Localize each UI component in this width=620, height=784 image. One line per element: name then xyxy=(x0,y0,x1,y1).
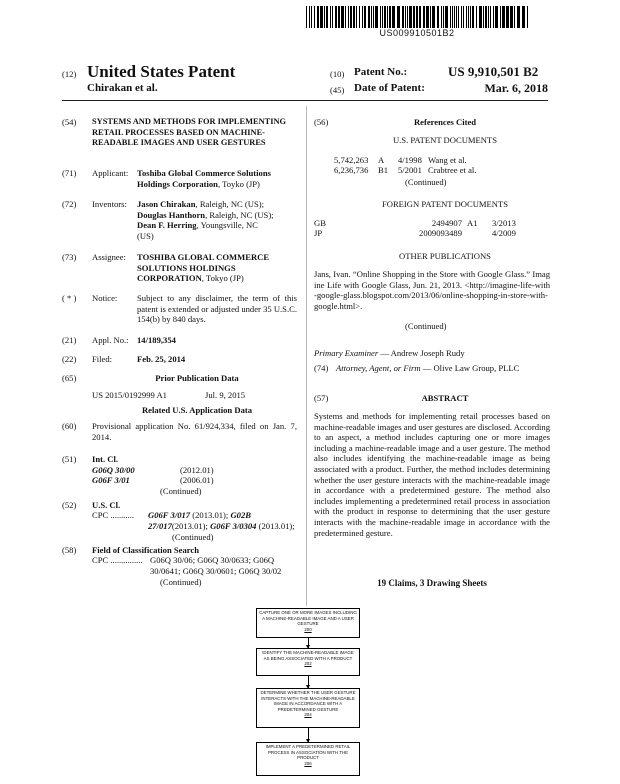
us-cl-number: (52) xyxy=(62,500,77,510)
applicant-value xyxy=(137,168,297,189)
prior-pub-date: Jul. 9, 2015 xyxy=(205,390,246,400)
flow-step-ref: 202 xyxy=(304,661,312,667)
attorney-label: Attorney, Agent, or Firm xyxy=(336,363,421,373)
foreign-doc-date: 3/2013 xyxy=(492,218,516,228)
examiner-line xyxy=(314,348,465,359)
us-docs-title: U.S. PATENT DOCUMENTS xyxy=(392,135,498,145)
other-pubs-continued: (Continued) xyxy=(405,321,447,331)
attorney-number: (74) xyxy=(314,363,329,373)
foreign-doc-no: 2494907 xyxy=(431,218,462,228)
int-cl-version: (2012.01) xyxy=(180,465,214,475)
patent-title: SYSTEMS AND METHODS FOR IMPLEMENTING RETAIL PROCESSES BASED ON MACHINE-READABLE IMAGES AND USER GESTURES xyxy=(92,117,287,148)
us-doc-kind: B1 xyxy=(378,165,389,175)
flow-step: IDENTIFY THE MACHINE-READABLE IMAGE AS BEING ASSOCIATED WITH A PRODUCT 202 xyxy=(256,648,360,676)
assignee-name: TOSHIBA GLOBAL COMMERCE SOLUTIONS HOLDINGS CORPORATION xyxy=(137,252,270,284)
patent-no-number: (10) xyxy=(330,69,345,79)
filed-date: Feb. 25, 2014 xyxy=(137,354,186,364)
inventor: Dean F. Herring, Youngsville, NC xyxy=(137,220,258,231)
inventors-number: (72) xyxy=(62,199,77,209)
foreign-country: GB xyxy=(314,218,326,228)
us-cl-cpc: G06F 3/017 (2013.01); G02B 27/017(2013.01); G06F 3/0304 (2013.01); xyxy=(148,510,295,531)
refs-title: References Cited xyxy=(413,117,477,127)
attorney-line xyxy=(336,363,519,374)
provisional-text: Provisional application No. 61/924,334, filed on Jan. 7, 2014. xyxy=(92,421,297,442)
applicant-name: Toshiba Global Commerce Solutions Holdings Corporation xyxy=(137,168,271,189)
flow-step-ref: 206 xyxy=(304,760,312,766)
applicant-location: , Toyko (JP) xyxy=(217,178,260,189)
header-rule xyxy=(62,100,548,101)
applicant-number: (71) xyxy=(62,168,77,178)
flow-step-ref: 200 xyxy=(304,626,312,632)
field-continued: (Continued) xyxy=(160,577,202,587)
field-search-label: Field of Classification Search xyxy=(92,545,200,555)
us-cl-continued: (Continued) xyxy=(172,532,214,542)
appl-label: Appl. No.: xyxy=(92,335,129,345)
barcode xyxy=(306,6,528,28)
flow-step-ref: 204 xyxy=(304,712,312,718)
foreign-country: JP xyxy=(314,228,323,238)
provisional-number: (60) xyxy=(62,421,77,431)
other-pubs-text: Jans, Ivan. “Online Shopping in the Store with Google Glass.” Imagine Life with Google Glass, Jun. 21, 2013. <http://imagine-life-with-google-glass.blogspot.com/2013/06/online-shopping-in-store-with-google.html>. xyxy=(314,269,550,311)
patent-date: Mar. 6, 2018 xyxy=(484,81,548,95)
assignee-label: Assignee: xyxy=(92,252,126,262)
abstract-text: Systems and methods for implementing retail processes based on machine-readable images and user gestures are disclosed. According to an aspect, a method includes capturing one or more images including a machine-readable image and a user gesture. The method also includes identifying the machine-readable image as being associated with a product. Further, the method includes determining whether the user gesture interacts with the machine-readable image in accordance with a predetermined gesture. The method also includes implementing a predetermined retail process in association with the product in response to determining that the user gesture interacts with the machine-readable image in accordance with the predetermined gesture. xyxy=(314,411,550,538)
filed-label: Filed: xyxy=(92,354,113,364)
flow-step: CAPTURE ONE OR MORE IMAGES INCLUDING A MACHINE-READABLE IMAGE AND A USER GESTURE 200 xyxy=(256,608,360,638)
int-cl-label: Int. Cl. xyxy=(92,454,119,464)
filed-number: (22) xyxy=(62,354,77,364)
flow-step: DETERMINE WHETHER THE USER GESTURE INTERACTS WITH THE MACHINE-READABLE IMAGE IN ACCORDANCE WITH A PREDETERMINED GESTURE 204 xyxy=(256,688,360,728)
us-cl-cpc-label: CPC ........... xyxy=(92,510,135,520)
prior-pub-number-value: US 2015/0192999 A1 xyxy=(92,390,167,400)
appl-no: 14/189,354 xyxy=(137,335,176,345)
assignee-location: , Tokyo (JP) xyxy=(201,273,244,284)
inventors-label: Inventors: xyxy=(92,199,127,209)
field-cpc: G06Q 30/06; G06Q 30/0633; G06Q 30/0641; G06Q 30/0601; G06Q 30/02 xyxy=(150,555,282,576)
date-number: (45) xyxy=(330,85,345,95)
us-cl-label: U.S. Cl. xyxy=(92,500,121,510)
assignee-number: (73) xyxy=(62,252,77,262)
inventors-list xyxy=(137,199,302,241)
notice-text: Subject to any disclaimer, the term of this patent is extended or adjusted under 35 U.S.C. 154(b) by 840 days. xyxy=(137,293,297,325)
us-doc-date: 5/2001 xyxy=(398,165,422,175)
int-cl-number: (51) xyxy=(62,454,77,464)
patent-number: US 9,910,501 B2 xyxy=(448,64,539,79)
us-doc-name: Wang et al. xyxy=(428,155,467,165)
us-docs-continued: (Continued) xyxy=(405,177,447,187)
us-doc-kind: A xyxy=(378,155,385,165)
inventor-short: Chirakan et al. xyxy=(87,82,158,94)
title-number: (54) xyxy=(62,117,77,127)
abstract-title: ABSTRACT xyxy=(421,393,469,403)
foreign-doc-date: 4/2009 xyxy=(492,228,516,238)
field-search-number: (58) xyxy=(62,545,77,555)
applicant-label: Applicant: xyxy=(92,168,129,178)
patent-no-label: Patent No.: xyxy=(354,66,408,78)
other-pubs-title: OTHER PUBLICATIONS xyxy=(399,251,491,261)
us-doc-name: Crabtree et al. xyxy=(428,165,477,175)
flow-arrow xyxy=(308,728,309,742)
flow-arrow xyxy=(308,638,309,648)
field-cpc-label: CPC ............... xyxy=(92,555,143,565)
notice-label: Notice: xyxy=(92,293,118,303)
column-divider xyxy=(306,106,307,606)
document-kind: United States Patent xyxy=(87,62,236,81)
foreign-doc-kind: A1 xyxy=(467,218,478,228)
prior-pub-number: (65) xyxy=(62,373,77,383)
attorney-name: — Olive Law Group, PLLC xyxy=(420,363,520,373)
examiner-name: — Andrew Joseph Rudy xyxy=(378,348,465,358)
int-cl-continued: (Continued) xyxy=(160,486,202,496)
int-cl-code: G06F 3/01 xyxy=(92,475,130,485)
inventors-tail: (US) xyxy=(137,230,154,241)
examiner-label: Primary Examiner xyxy=(314,348,379,358)
notice-number: ( * ) xyxy=(62,293,77,303)
kind-code-number: (12) xyxy=(62,69,77,79)
int-cl-version: (2006.01) xyxy=(180,475,214,485)
claims-summary: 19 Claims, 3 Drawing Sheets xyxy=(377,578,487,588)
related-data-title: Related U.S. Application Data xyxy=(141,405,253,415)
int-cl-code: G06Q 30/00 xyxy=(92,465,135,475)
foreign-doc-no: 2009093489 xyxy=(419,228,462,238)
us-doc-no: 6,236,736 xyxy=(334,165,369,175)
flow-step: IMPLEMENT A PREDETERMINED RETAIL PROCESS IN ASSOCIATION WITH THE PRODUCT 206 xyxy=(256,742,360,776)
date-label: Date of Patent: xyxy=(354,82,425,94)
us-doc-date: 4/1998 xyxy=(398,155,422,165)
appl-number: (21) xyxy=(62,335,77,345)
flow-arrow xyxy=(308,676,309,688)
foreign-docs-title: FOREIGN PATENT DOCUMENTS xyxy=(381,199,509,209)
inventor: Jason Chirakan, Raleigh, NC (US); xyxy=(137,199,265,209)
barcode-number: US009910501B2 xyxy=(379,28,455,38)
inventor: Douglas Hanthorn, Raleigh, NC (US); xyxy=(137,209,274,220)
abstract-number: (57) xyxy=(314,393,329,403)
prior-pub-title: Prior Publication Data xyxy=(155,373,239,383)
refs-number: (56) xyxy=(314,117,329,127)
us-doc-no: 5,742,263 xyxy=(334,155,369,165)
assignee-value xyxy=(137,252,297,284)
